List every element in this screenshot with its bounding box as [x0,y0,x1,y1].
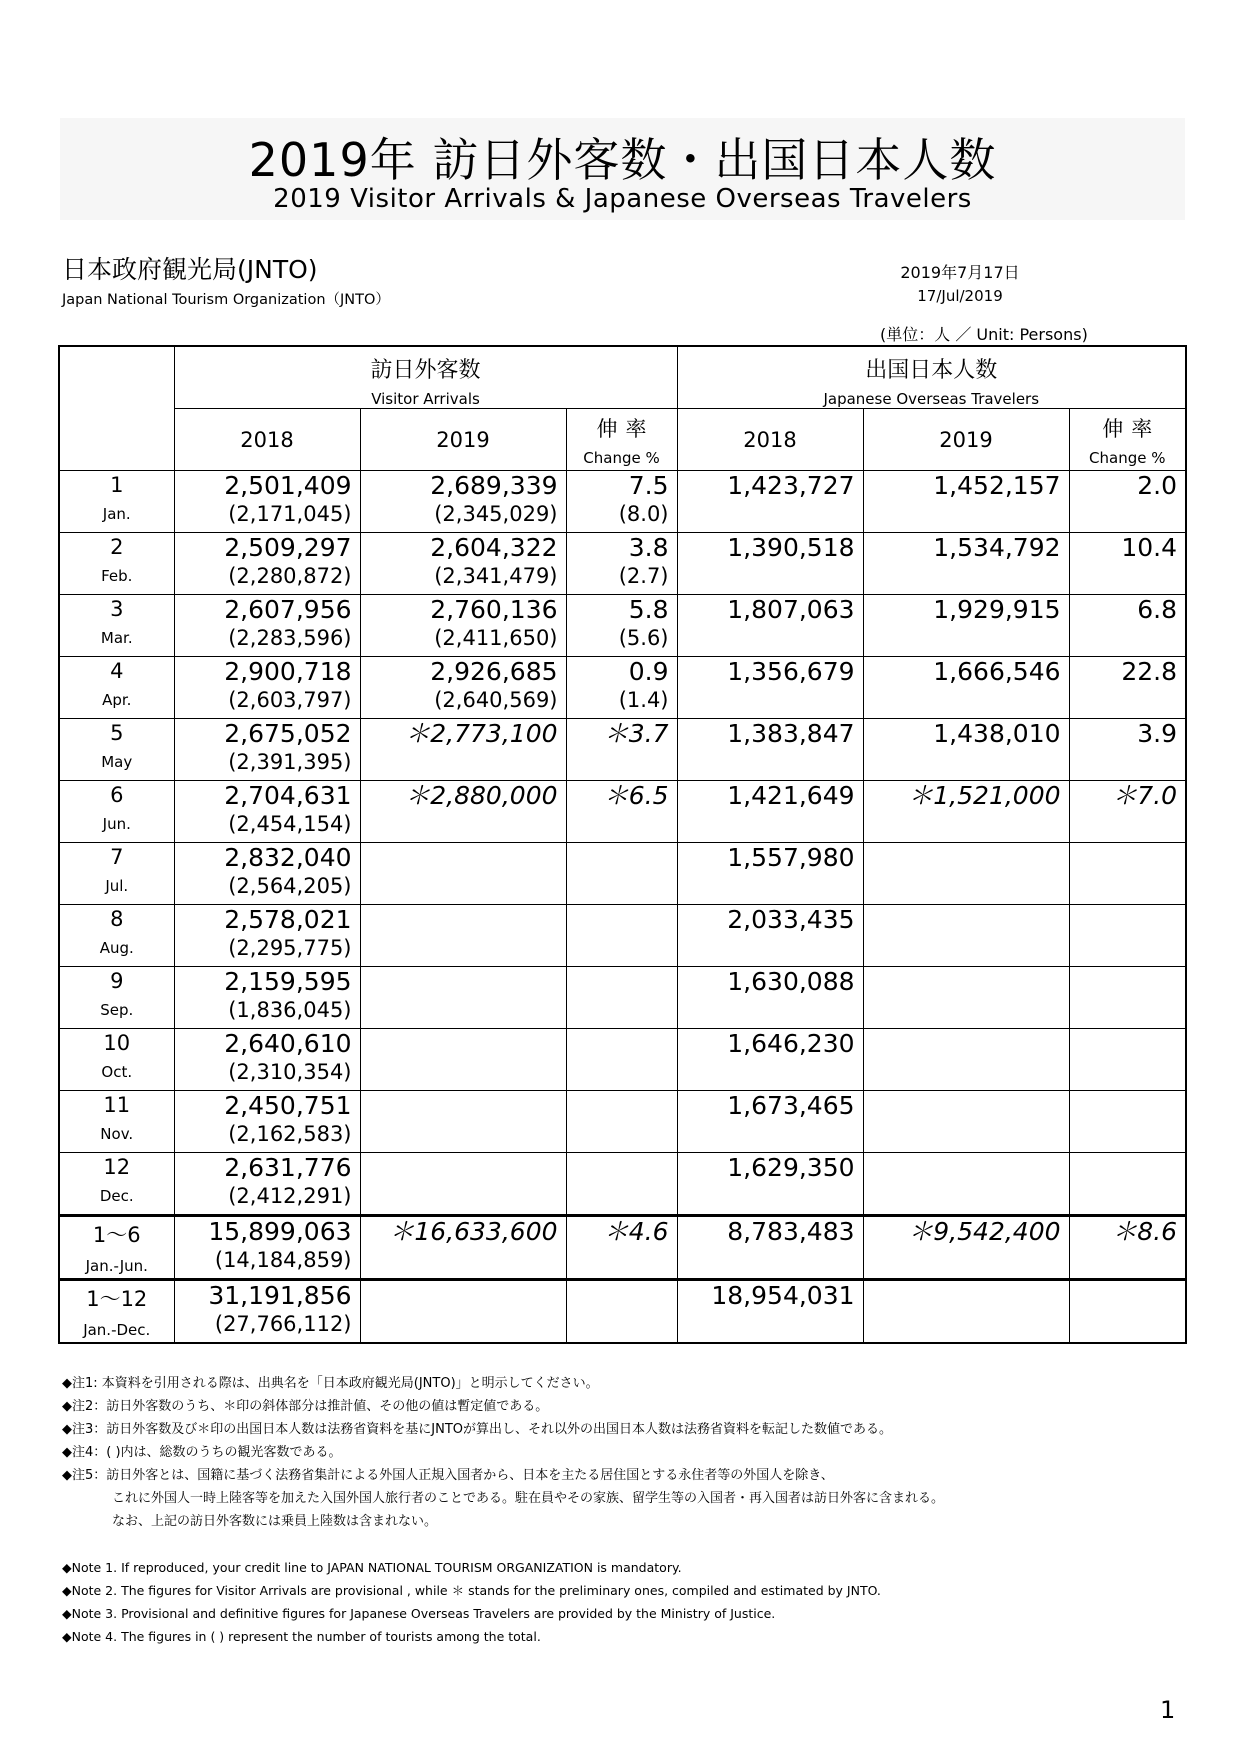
visitor-change-tourists: (5.6) [618,626,669,650]
change-header-en: Change % [583,449,660,467]
visitor-arrivals-header-jp: 訪日外客数 [370,358,481,383]
month-name-en: Jan.-Dec. [83,1321,151,1339]
overseas-2018-cell [677,533,863,595]
organization-name-jp: 日本政府観光局(JNTO) [62,255,318,284]
overseas-2018-total: 2,033,435 [727,905,855,934]
visitor-2018-total: 2,640,610 [224,1029,352,1058]
overseas-2019-cell [863,905,1069,967]
month-name-en: Feb. [101,567,133,585]
month-number: 6 [110,783,124,807]
overseas-2019-cell [863,657,1069,719]
statistics-table [58,345,1187,1344]
release-date-jp: 2019年7月17日 [900,263,1020,282]
table-row [59,1216,1186,1280]
overseas-2018-total: 8,783,483 [727,1217,855,1246]
visitor-2018-cell [174,533,360,595]
overseas-change-total: ＊8.6 [1112,1217,1178,1246]
visitor-change-tourists: (8.0) [618,502,669,526]
visitor-change-cell [566,967,677,1029]
change-header-jp: 伸率 [596,417,655,441]
month-number: 2 [110,535,124,559]
table-row [59,1280,1186,1344]
notes-japanese [62,1372,944,1533]
visitor-2019-cell [360,719,566,781]
visitor-2019-total: 2,689,339 [430,471,558,500]
overseas-2018-total: 1,629,350 [727,1153,855,1182]
month-name-en: Jan. [102,505,131,523]
overseas-change-cell [1069,1029,1186,1091]
visitor-2018-cell [174,719,360,781]
visitor-2018-tourists: (27,766,112) [214,1312,352,1336]
overseas-2018-cell [677,595,863,657]
overseas-change-total: 6.8 [1137,595,1178,624]
visitor-2019-cell [360,471,566,533]
visitor-2019-total: ＊2,773,100 [405,719,558,748]
visitor-change-total: 0.9 [628,657,669,686]
overseas-2019-total: 1,666,546 [933,657,1061,686]
change-header-jp: 伸率 [1102,417,1161,441]
visitor-2018-total: 2,450,751 [224,1091,352,1120]
overseas-change-cell [1069,533,1186,595]
overseas-2019-cell [863,967,1069,1029]
overseas-2019-cell [863,1216,1069,1280]
overseas-2018-total: 1,630,088 [727,967,855,996]
note-jp-5-continued: これに外国人一時上陸客等を加えた入国外国人旅行者のことである。駐在員やその家族、留学生等の入国者・再入国者は訪日外客に含まれる。 [112,1491,945,1506]
visitor-2018-tourists: (2,280,872) [228,564,352,588]
visitor-2018-total: 2,704,631 [224,781,352,810]
visitor-change-cell [566,595,677,657]
month-number: 3 [110,597,124,621]
overseas-2019-cell [863,1091,1069,1153]
visitor-2019-tourists: (2,640,569) [434,688,558,712]
table-row [59,781,1186,843]
visitor-2018-cell [174,1029,360,1091]
visitor-2018-total: 31,191,856 [208,1281,352,1310]
visitor-change-total: ＊6.5 [603,781,669,810]
note-jp-3: ◆注3：訪日外客数及び＊印の出国日本人数は法務省資料を基にJNTOが算出し、それ以外の出国日本人数は法務省資料を転記した数値である。 [62,1422,893,1437]
unit-label: (単位：人 ／ Unit: Persons) [880,325,1088,344]
overseas-change-cell [1069,1280,1186,1344]
note-jp-4: ◆注4：( )内は、総数のうちの観光客数である。 [62,1445,342,1460]
overseas-2018-cell [677,781,863,843]
month-name-en: May [101,753,133,771]
month-name-en: Jan.-Jun. [85,1257,148,1275]
overseas-change-cell [1069,905,1186,967]
month-number: 11 [103,1093,131,1117]
overseas-2019-total: ＊1,521,000 [908,781,1061,810]
visitor-2019-total: 2,604,322 [430,533,558,562]
table-row [59,471,1186,533]
overseas-2019-total: 1,929,915 [933,595,1061,624]
overseas-change-cell [1069,1153,1186,1216]
visitor-2018-cell [174,1153,360,1216]
month-number: 7 [110,845,124,869]
visitor-2018-tourists: (2,412,291) [228,1184,352,1208]
visitor-2018-tourists: (2,310,354) [228,1060,352,1084]
overseas-change-header [1069,409,1186,471]
overseas-change-cell [1069,1091,1186,1153]
overseas-2019-cell [863,471,1069,533]
visitor-change-cell [566,905,677,967]
month-cell [59,471,174,533]
overseas-2018-cell [677,1029,863,1091]
visitor-2018-total: 2,607,956 [224,595,352,624]
note-jp-5-continued-2: なお、上記の訪日外客数には乗員上陸数は含まれない。 [112,1514,438,1529]
month-name-en: Sep. [100,1001,134,1019]
overseas-change-cell [1069,967,1186,1029]
month-cell [59,1029,174,1091]
overseas-year-2019-header: 2019 [863,409,1069,471]
month-name-en: Nov. [100,1125,134,1143]
visitor-2018-total: 2,900,718 [224,657,352,686]
visitor-2018-total: 2,578,021 [224,905,352,934]
visitor-2019-cell [360,1029,566,1091]
page-title-en: 2019 Visitor Arrivals & Japanese Overseas Travelers [273,184,972,214]
visitor-2019-total: 2,926,685 [430,657,558,686]
month-cell [59,595,174,657]
visitor-2018-cell [174,905,360,967]
page-number: 1 [1160,1696,1176,1724]
overseas-travelers-header [677,346,1186,409]
month-cell [59,1280,174,1344]
month-cell [59,657,174,719]
overseas-change-total: 10.4 [1121,533,1178,562]
overseas-2019-cell [863,719,1069,781]
overseas-2019-cell [863,1029,1069,1091]
overseas-change-cell [1069,471,1186,533]
overseas-year-2018-header: 2018 [677,409,863,471]
visitor-2018-tourists: (14,184,859) [214,1248,352,1272]
table-row [59,1153,1186,1216]
overseas-change-cell [1069,1216,1186,1280]
visitor-change-cell [566,657,677,719]
table-row [59,657,1186,719]
month-cell [59,1216,174,1280]
visitor-change-cell [566,1216,677,1280]
overseas-2018-total: 1,807,063 [727,595,855,624]
month-cell [59,843,174,905]
month-name-en: Apr. [102,691,132,709]
overseas-2019-total: 1,534,792 [933,533,1061,562]
table-row [59,1091,1186,1153]
visitor-2018-cell [174,1280,360,1344]
note-en-3: ◆Note 3. Provisional and definitive figures for Japanese Overseas Travelers are provided by the Ministry of Justice. [62,1606,776,1621]
note-jp-5: ◆注5：訪日外客とは、国籍に基づく法務省集計による外国人正規入国者から、日本を主たる居住国とする永住者等の外国人を除き、 [62,1468,834,1483]
month-cell [59,781,174,843]
visitor-change-total: 3.8 [628,533,669,562]
visitor-year-2019-header: 2019 [360,409,566,471]
overseas-2018-total: 1,557,980 [727,843,855,872]
visitor-2019-cell [360,843,566,905]
overseas-2019-cell [863,1280,1069,1344]
visitor-change-tourists: (2.7) [618,564,669,588]
month-number: 1～12 [86,1287,148,1311]
month-header-cell [59,346,174,471]
overseas-2018-cell [677,471,863,533]
month-number: 9 [110,969,124,993]
overseas-2018-cell [677,905,863,967]
month-name-en: Jul. [105,877,129,895]
month-name-en: Jun. [102,815,131,833]
table-row [59,719,1186,781]
overseas-change-total: 2.0 [1137,471,1178,500]
visitor-2018-cell [174,595,360,657]
overseas-change-total: 22.8 [1121,657,1178,686]
overseas-2019-cell [863,595,1069,657]
month-number: 4 [110,659,124,683]
overseas-travelers-header-jp: 出国日本人数 [865,358,998,383]
month-number: 10 [103,1031,131,1055]
month-name-en: Mar. [100,629,133,647]
overseas-2018-total: 18,954,031 [711,1281,855,1310]
overseas-2019-cell [863,843,1069,905]
notes-english [62,1556,881,1648]
visitor-2018-tourists: (2,564,205) [228,874,352,898]
overseas-2018-total: 1,673,465 [727,1091,855,1120]
overseas-2019-total: 1,452,157 [933,471,1061,500]
visitor-arrivals-header-en: Visitor Arrivals [371,390,480,408]
overseas-change-total: ＊7.0 [1112,781,1178,810]
visitor-2018-total: 2,832,040 [224,843,352,872]
overseas-2019-cell [863,781,1069,843]
visitor-2018-tourists: (2,295,775) [228,936,352,960]
month-cell [59,905,174,967]
overseas-2018-cell [677,1153,863,1216]
table-row [59,533,1186,595]
month-name-en: Oct. [101,1063,133,1081]
month-cell [59,1153,174,1216]
table-row [59,905,1186,967]
visitor-2019-total: 2,760,136 [430,595,558,624]
visitor-change-cell [566,719,677,781]
visitor-2019-tourists: (2,341,479) [434,564,558,588]
visitor-2018-tourists: (2,283,596) [228,626,352,650]
visitor-change-total: ＊3.7 [603,719,669,748]
visitor-2018-cell [174,471,360,533]
month-number: 1～6 [92,1223,141,1247]
visitor-2018-tourists: (2,171,045) [228,502,352,526]
overseas-2018-total: 1,356,679 [727,657,855,686]
visitor-arrivals-header [174,346,677,409]
month-number: 12 [103,1155,131,1179]
month-name-en: Aug. [99,939,134,957]
visitor-2019-cell [360,595,566,657]
overseas-2018-total: 1,383,847 [727,719,855,748]
note-jp-1: ◆注1: 本資料を引用される際は、出典名を「日本政府観光局(JNTO)」と明示してください。 [62,1376,599,1391]
visitor-2018-tourists: (2,391,395) [228,750,352,774]
organization-name-en: Japan National Tourism Organization（JNTO） [62,292,390,308]
overseas-change-cell [1069,595,1186,657]
overseas-2018-total: 1,423,727 [727,471,855,500]
overseas-change-cell [1069,657,1186,719]
month-cell [59,967,174,1029]
note-en-2: ◆Note 2. The figures for Visitor Arrivals are provisional , while ＊ stands for the preliminary ones, compiled and estimated by JNTO. [62,1583,881,1598]
visitor-2019-cell [360,1280,566,1344]
visitor-2018-cell [174,657,360,719]
table-row [59,595,1186,657]
table-row [59,1029,1186,1091]
month-cell [59,1091,174,1153]
visitor-2018-total: 2,631,776 [224,1153,352,1182]
visitor-2018-total: 2,159,595 [224,967,352,996]
title-banner [60,118,1185,220]
overseas-2018-cell [677,1280,863,1344]
visitor-2018-tourists: (2,162,583) [228,1122,352,1146]
visitor-change-total: 5.8 [628,595,669,624]
visitor-change-cell [566,471,677,533]
visitor-2018-cell [174,843,360,905]
visitor-2018-total: 2,675,052 [224,719,352,748]
overseas-2019-cell [863,1153,1069,1216]
visitor-2018-cell [174,967,360,1029]
visitor-2019-cell [360,905,566,967]
table-row [59,843,1186,905]
visitor-2018-cell [174,781,360,843]
month-number: 1 [110,473,124,497]
visitor-change-cell [566,533,677,595]
month-cell [59,719,174,781]
overseas-2019-cell [863,533,1069,595]
visitor-change-header [566,409,677,471]
overseas-2018-total: 1,421,649 [727,781,855,810]
visitor-2018-total: 15,899,063 [208,1217,352,1246]
overseas-2018-cell [677,967,863,1029]
visitor-change-cell [566,843,677,905]
overseas-2018-total: 1,390,518 [727,533,855,562]
release-date-en: 17/Jul/2019 [917,287,1003,305]
overseas-travelers-header-en: Japanese Overseas Travelers [823,390,1040,408]
visitor-2019-tourists: (2,411,650) [434,626,558,650]
visitor-2019-tourists: (2,345,029) [434,502,558,526]
visitor-change-cell [566,781,677,843]
visitor-2019-cell [360,967,566,1029]
visitor-2018-total: 2,509,297 [224,533,352,562]
overseas-2019-total: 1,438,010 [933,719,1061,748]
note-en-1: ◆Note 1. If reproduced, your credit line to JAPAN NATIONAL TOURISM ORGANIZATION is mandatory. [62,1560,682,1575]
visitor-change-total: 7.5 [628,471,669,500]
overseas-2018-cell [677,657,863,719]
page-title-jp: 2019年 訪日外客数・出国日本人数 [248,133,997,187]
visitor-2018-tourists: (2,454,154) [228,812,352,836]
overseas-change-cell [1069,719,1186,781]
visitor-2018-cell [174,1091,360,1153]
month-cell [59,533,174,595]
change-header-en: Change % [1089,449,1166,467]
visitor-change-cell [566,1280,677,1344]
visitor-change-cell [566,1153,677,1216]
visitor-2018-cell [174,1216,360,1280]
table-row [59,967,1186,1029]
month-number: 8 [110,907,124,931]
overseas-2018-cell [677,1216,863,1280]
visitor-2019-cell [360,1216,566,1280]
visitor-year-2018-header: 2018 [174,409,360,471]
overseas-2019-total: ＊9,542,400 [908,1217,1061,1246]
visitor-2019-total: ＊16,633,600 [389,1217,558,1246]
visitor-2019-cell [360,657,566,719]
note-jp-2: ◆注2：訪日外客数のうち、＊印の斜体部分は推計値、その他の値は暫定値である。 [62,1399,549,1414]
visitor-2018-total: 2,501,409 [224,471,352,500]
overseas-change-cell [1069,843,1186,905]
overseas-2018-cell [677,843,863,905]
overseas-2018-total: 1,646,230 [727,1029,855,1058]
visitor-2019-cell [360,1153,566,1216]
visitor-change-total: ＊4.6 [603,1217,669,1246]
visitor-2019-total: ＊2,880,000 [405,781,558,810]
overseas-2018-cell [677,1091,863,1153]
overseas-change-cell [1069,781,1186,843]
visitor-change-cell [566,1029,677,1091]
overseas-change-total: 3.9 [1137,719,1178,748]
visitor-change-tourists: (1.4) [618,688,669,712]
visitor-2018-tourists: (1,836,045) [228,998,352,1022]
visitor-2018-tourists: (2,603,797) [228,688,352,712]
note-en-4: ◆Note 4. The figures in ( ) represent the number of tourists among the total. [62,1629,541,1644]
visitor-2019-cell [360,533,566,595]
overseas-2018-cell [677,719,863,781]
visitor-2019-cell [360,781,566,843]
visitor-change-cell [566,1091,677,1153]
visitor-2019-cell [360,1091,566,1153]
month-number: 5 [110,721,124,745]
month-name-en: Dec. [99,1187,134,1205]
